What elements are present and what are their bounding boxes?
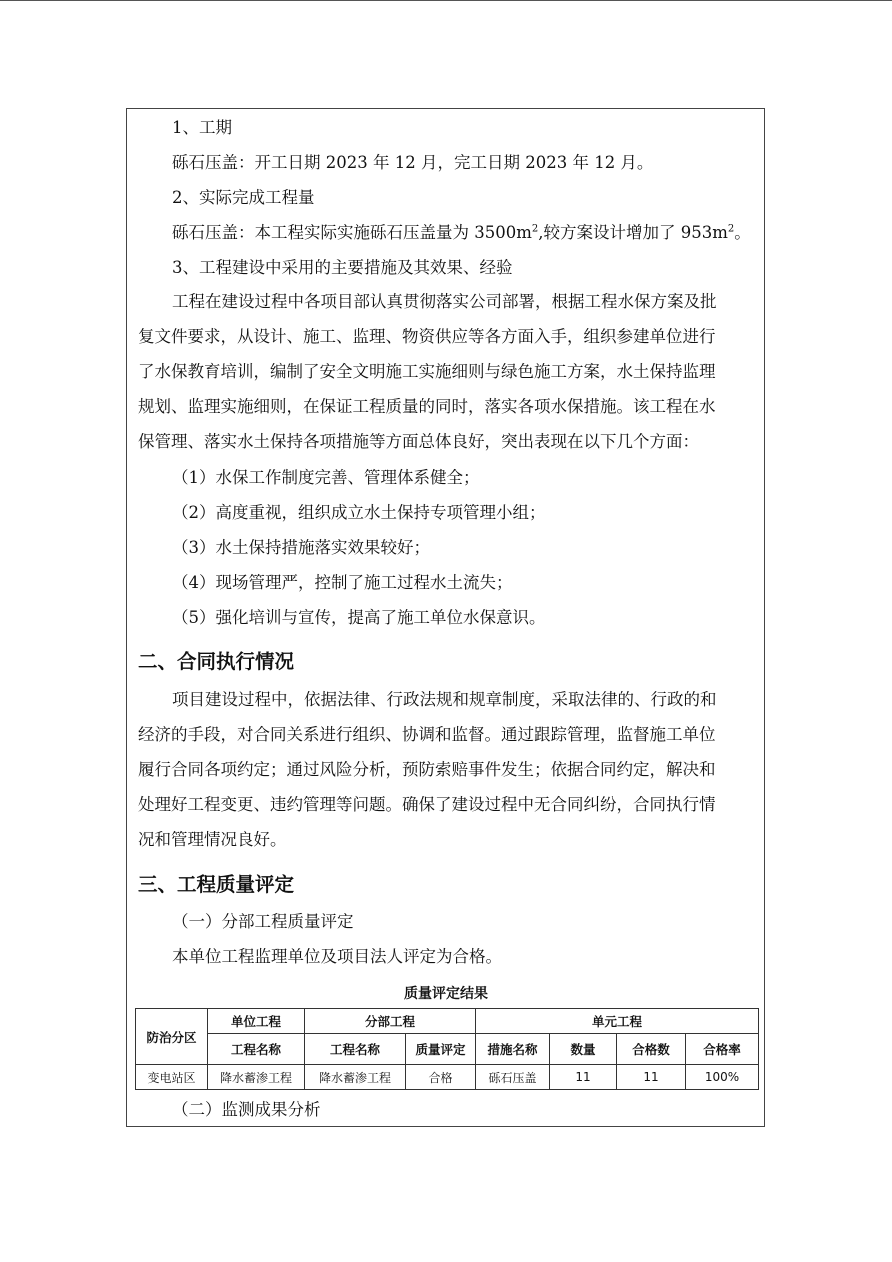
header-measure: 措施名称 (476, 1034, 550, 1065)
item2-title: 2、实际完成工程量 (172, 188, 315, 207)
table-subheader-row (136, 1034, 759, 1065)
header-part-name: 工程名称 (305, 1034, 406, 1065)
header-unit-name: 工程名称 (208, 1034, 305, 1065)
point-item: （3）水土保持措施落实效果较好； (172, 538, 430, 557)
header-zone: 防治分区 (136, 1009, 208, 1065)
item1-text: 砾石压盖：开工日期 2023 年 12 月，完工日期 2023 年 12 月。 (172, 153, 654, 172)
header-unit: 单位工程 (208, 1009, 305, 1034)
item1-title: 1、工期 (172, 118, 232, 137)
cell-pass: 11 (617, 1065, 686, 1090)
cell-unit-name: 降水蓄渗工程 (208, 1065, 305, 1090)
point-item: （4）现场管理严，控制了施工过程水土流失； (172, 573, 513, 592)
sup-2: 2 (531, 223, 539, 235)
para-line: 工程在建设过程中各项目部认真贯彻落实公司部署，根据工程水保方案及批 (172, 292, 717, 311)
contract-line: 履行合同各项约定；通过风险分析，预防索赔事件发生；依据合同约定，解决和 (138, 760, 716, 779)
cell-zone: 变电站区 (136, 1065, 208, 1090)
contract-line: 处理好工程变更、违约管理等问题。确保了建设过程中无合同纠纷，合同执行情 (138, 795, 716, 814)
contract-line: 经济的手段，对合同关系进行组织、协调和监督。通过跟踪管理，监督施工单位 (138, 725, 716, 744)
contract-line: 项目建设过程中，依据法律、行政法规和规章制度，采取法律的、行政的和 (172, 690, 717, 709)
sup-2b: 2 (727, 223, 735, 235)
item3-title: 3、工程建设中采用的主要措施及其效果、经验 (172, 258, 513, 277)
section2-heading: 二、合同执行情况 (138, 650, 295, 673)
subsection1-title: （一）分部工程质量评定 (172, 912, 354, 931)
subsection1-text: 本单位工程监理单位及项目法人评定为合格。 (172, 947, 502, 966)
item2-text-b: ,较方案设计增加了 953m (538, 223, 728, 242)
header-pass: 合格数 (617, 1034, 686, 1065)
page-top-border (0, 0, 892, 1)
item2-text (172, 223, 751, 243)
para-line: 复文件要求，从设计、施工、监理、物资供应等各方面入手，组织参建单位进行 (138, 327, 716, 346)
item2-text-a: 砾石压盖：本工程实际实施砾石压盖量为 3500m (172, 223, 532, 242)
section3-heading: 三、工程质量评定 (138, 873, 295, 896)
cell-count: 11 (550, 1065, 617, 1090)
cell-rate: 100% (686, 1065, 759, 1090)
cell-measure: 砾石压盖 (476, 1065, 550, 1090)
contract-line: 况和管理情况良好。 (138, 830, 287, 849)
header-rate: 合格率 (686, 1034, 759, 1065)
header-element: 单元工程 (476, 1009, 759, 1034)
para-line: 保管理、落实水土保持各项措施等方面总体良好，突出表现在以下几个方面： (138, 432, 699, 451)
subsection2-title: （二）监测成果分析 (172, 1100, 321, 1119)
header-count: 数量 (550, 1034, 617, 1065)
para-line: 了水保教育培训，编制了安全文明施工实施细则与绿色施工方案，水土保持监理 (138, 362, 716, 381)
quality-table (135, 1008, 759, 1090)
cell-part-name: 降水蓄渗工程 (305, 1065, 406, 1090)
item2-text-c: 。 (734, 223, 751, 242)
point-item: （1）水保工作制度完善、管理体系健全； (172, 468, 480, 487)
table-header-row (136, 1009, 759, 1034)
para-line: 规划、监理实施细则，在保证工程质量的同时，落实各项水保措施。该工程在水 (138, 397, 716, 416)
header-quality: 质量评定 (406, 1034, 476, 1065)
point-item: （5）强化培训与宣传，提高了施工单位水保意识。 (172, 608, 546, 627)
point-item: （2）高度重视，组织成立水土保持专项管理小组； (172, 503, 546, 522)
table-caption: 质量评定结果 (404, 986, 488, 1002)
table-row (136, 1065, 759, 1090)
cell-quality: 合格 (406, 1065, 476, 1090)
header-part: 分部工程 (305, 1009, 476, 1034)
